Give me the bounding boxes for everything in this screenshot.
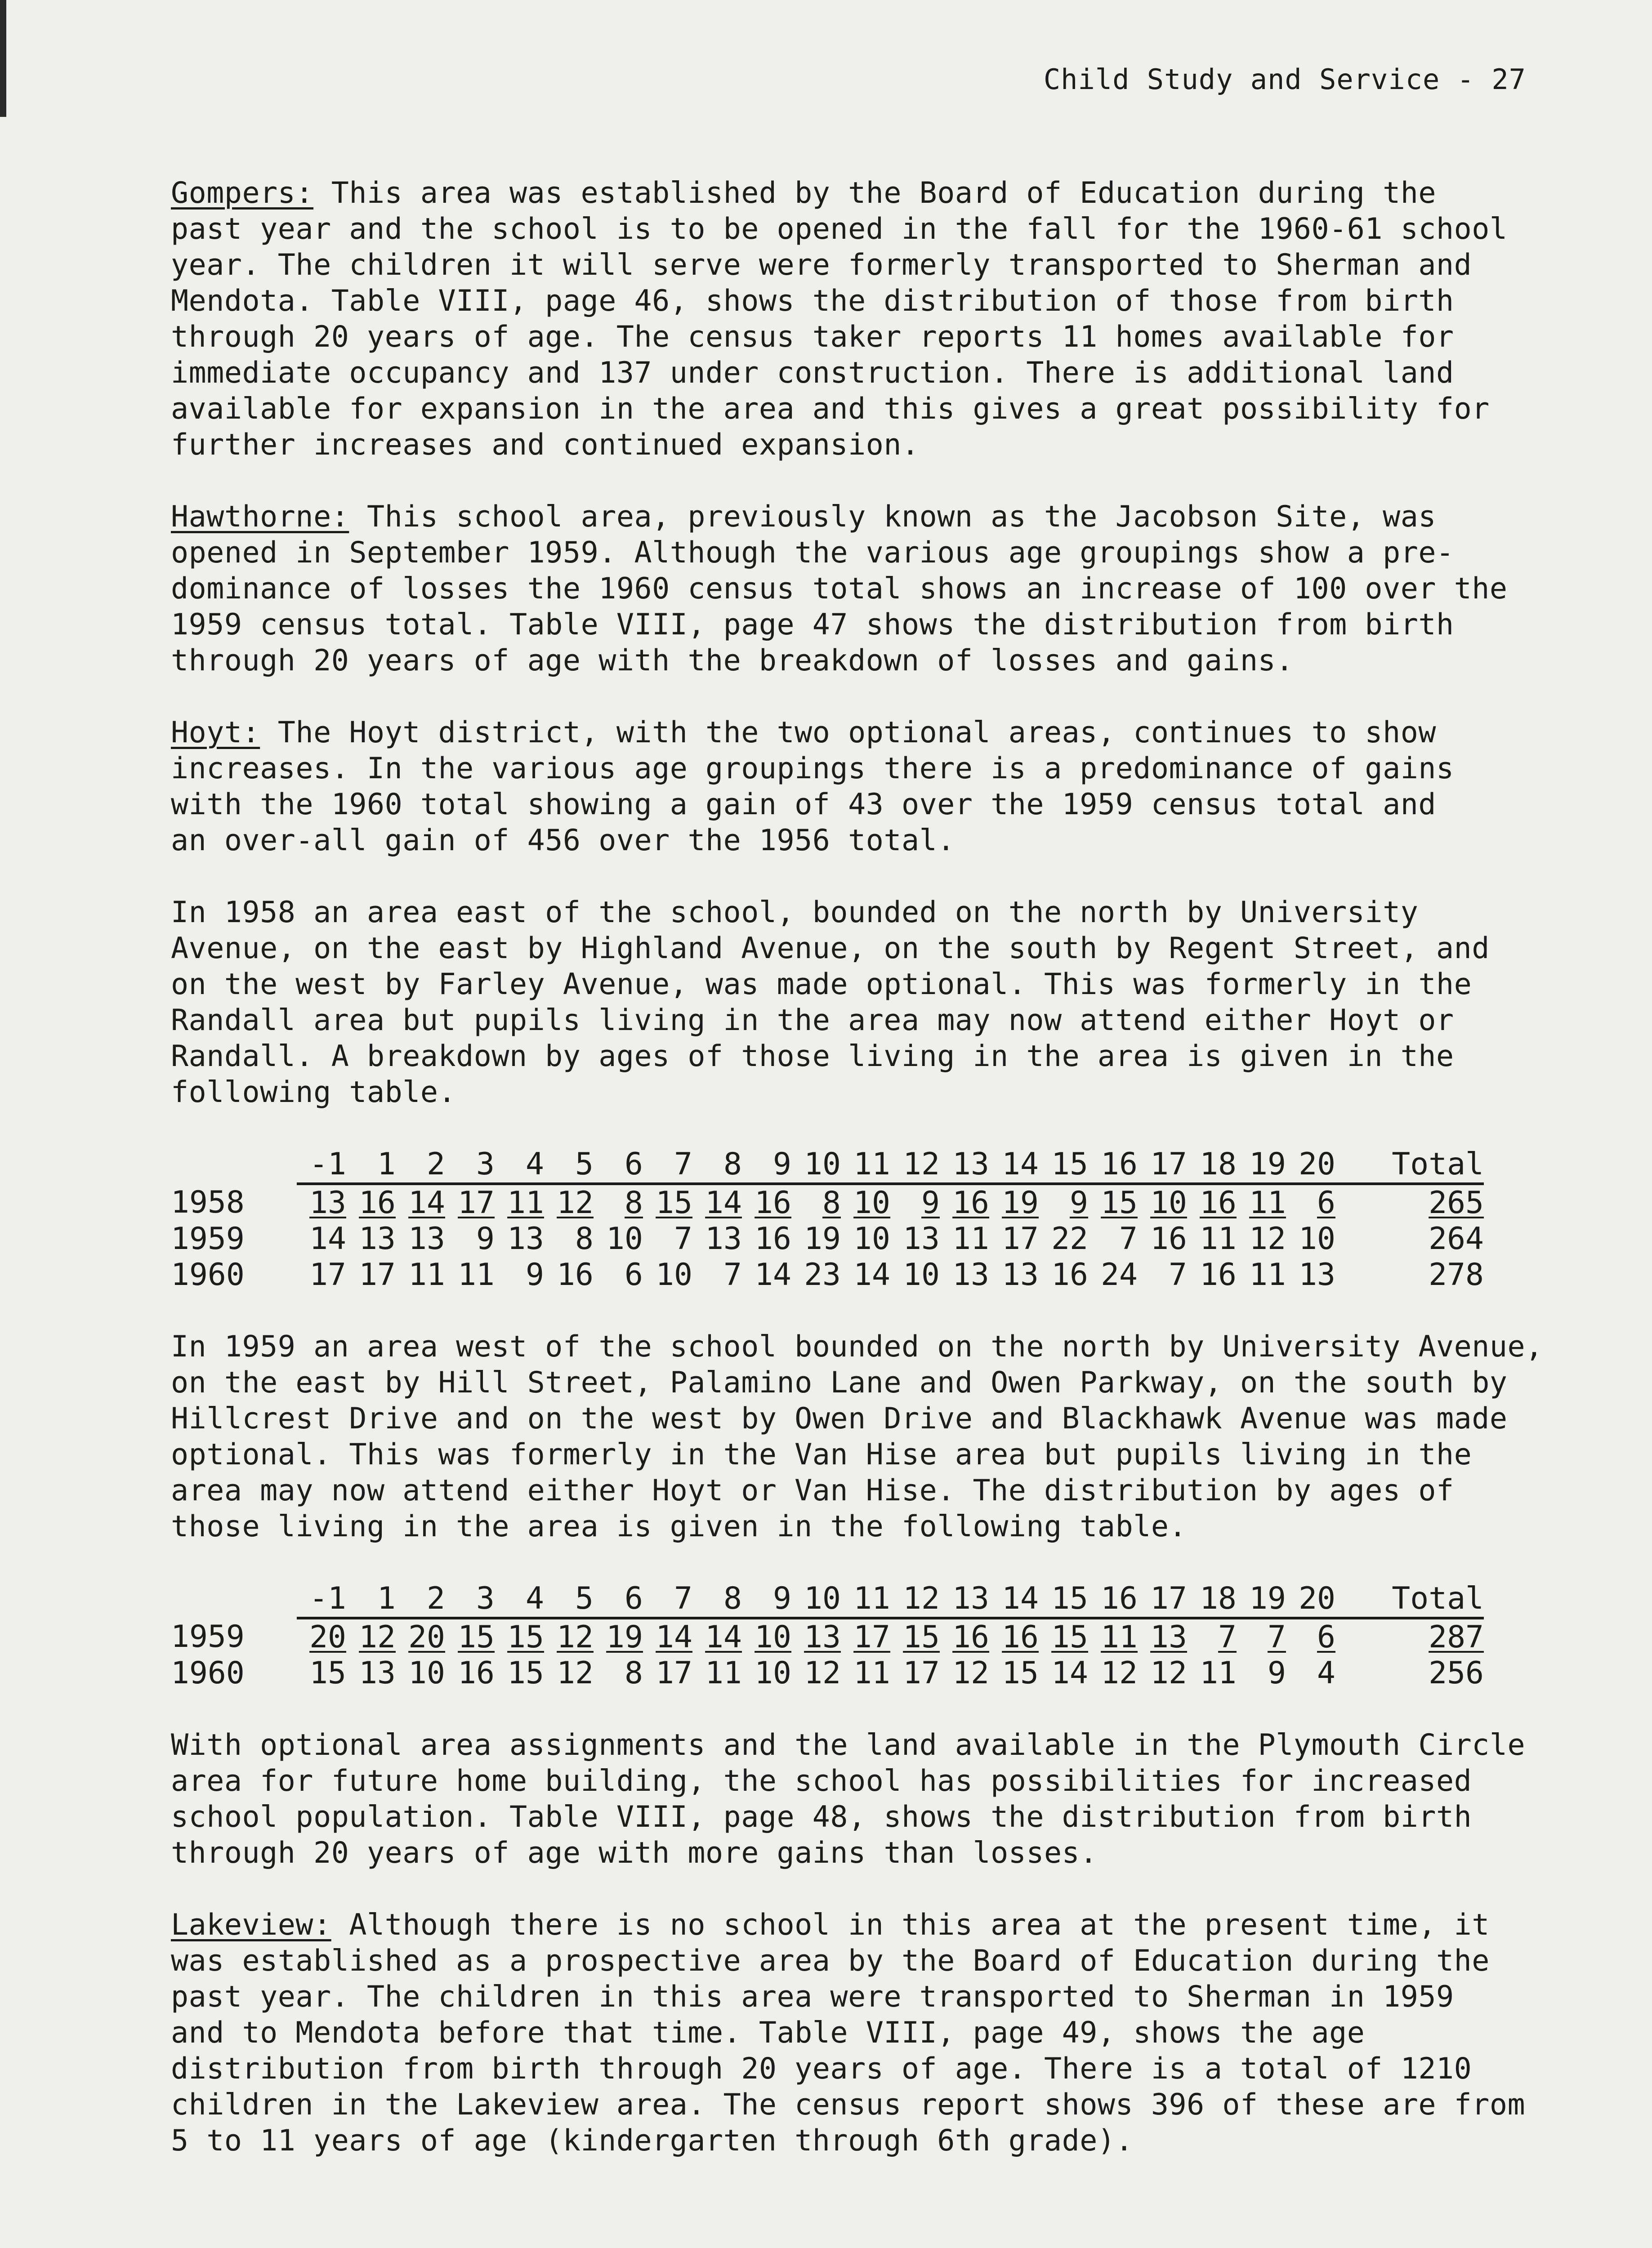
table-value-cell: 17 <box>853 1619 890 1655</box>
table-value-cell: 9 <box>526 1257 544 1293</box>
table-header-cell: 20 <box>1286 1146 1335 1184</box>
table-header-cell: 7 <box>643 1146 692 1184</box>
table-header-cell: 5 <box>544 1581 594 1618</box>
table-value-cell: 16 <box>1200 1257 1237 1293</box>
table-value-cell: 14 <box>656 1619 692 1655</box>
table-header-cell: 17 <box>1138 1581 1187 1618</box>
gompers-paragraph: Gompers: This area was established by the Board of Education during the past year and the school is to be opened in the fall for the 1960-61 school year. The children it will serve were formerly transported to Sherman and Mendota. Table VIII, page 46, shows the distribution of those from birth through 20 years of age. The census taker reports 11 homes available for immediate occupancy and 137 under construction. There is additional land available for expansion in the area and this gives a great possibility for further increases and continued expansion. <box>171 176 1508 462</box>
table-header-cell: 15 <box>1039 1581 1088 1618</box>
table-header-cell: 13 <box>940 1581 989 1618</box>
table-total-cell: 256 <box>1429 1655 1484 1691</box>
table-header-cell: 14 <box>989 1581 1039 1618</box>
table-value-cell: 10 <box>755 1655 791 1691</box>
table-value-cell: 14 <box>705 1619 742 1655</box>
table-value-cell: 15 <box>1051 1619 1088 1655</box>
table-value-cell: 7 <box>1268 1619 1286 1655</box>
table-value-cell: 8 <box>822 1185 841 1221</box>
table-value-cell: 19 <box>1002 1185 1039 1221</box>
table-header-cell: 7 <box>643 1581 692 1618</box>
table-value-cell: 10 <box>408 1655 445 1691</box>
table-header-cell: 1 <box>346 1581 396 1618</box>
table-header-cell: 1 <box>346 1146 396 1184</box>
table-value-cell: 9 <box>921 1185 940 1221</box>
table-value-cell: 17 <box>1002 1221 1039 1257</box>
table-header-cell: 12 <box>890 1146 940 1184</box>
table-value-cell: 11 <box>1101 1619 1138 1655</box>
table-header-cell: 12 <box>890 1581 940 1618</box>
table-value-cell: 17 <box>309 1257 346 1293</box>
table-value-cell: 15 <box>1002 1655 1039 1691</box>
table-value-cell: 11 <box>1249 1257 1286 1293</box>
table-value-cell: 15 <box>903 1619 940 1655</box>
table-value-cell: 11 <box>1249 1185 1286 1221</box>
table-value-cell: 17 <box>656 1655 692 1691</box>
table-value-cell: 10 <box>1299 1221 1335 1257</box>
table-value-cell: 13 <box>1299 1257 1335 1293</box>
table-header-cell: 19 <box>1237 1581 1286 1618</box>
table-value-cell: 8 <box>575 1221 594 1257</box>
table-value-cell: 12 <box>804 1655 841 1691</box>
table-value-cell: 13 <box>309 1185 346 1221</box>
table-value-cell: 12 <box>1150 1655 1187 1691</box>
table-header-cell: 5 <box>544 1146 594 1184</box>
table-value-cell: 19 <box>804 1221 841 1257</box>
table-value-cell: 23 <box>804 1257 841 1293</box>
table-total-cell: 265 <box>1429 1185 1484 1221</box>
table-value-cell: 16 <box>458 1655 495 1691</box>
table-corner-cell <box>171 1581 297 1618</box>
table-value-cell: 14 <box>755 1257 791 1293</box>
hawthorne-heading: Hawthorne: <box>171 500 349 534</box>
table-header-cell: 9 <box>742 1146 791 1184</box>
table-value-cell: 14 <box>705 1185 742 1221</box>
table-value-cell: 11 <box>952 1221 989 1257</box>
table-value-cell: 16 <box>1051 1257 1088 1293</box>
optional-area-paragraph: With optional area assignments and the land available in the Plymouth Circle area for future home building, the school has possibilities for increased school population. Table VIII, page 48, shows the distribution from birth through 20 years of age with more gains than losses. <box>171 1728 1526 1870</box>
table-value-cell: 16 <box>1002 1619 1039 1655</box>
table-total-cell: 287 <box>1429 1619 1484 1655</box>
table-header-row <box>171 1581 1484 1618</box>
table-value-cell: 10 <box>656 1257 692 1293</box>
table-value-cell: 13 <box>1150 1619 1187 1655</box>
lakeview-heading: Lakeview: <box>171 1908 331 1942</box>
hawthorne-paragraph: Hawthorne: This school area, previously known as the Jacobson Site, was opened in September 1959. Although the various age groupings show a pre- dominance of losses the 1960 census total shows an increase of 100 over the 1959 census total. Table VIII, page 47 shows the distribution from birth through 20 years of age with the breakdown of losses and gains. <box>171 500 1508 678</box>
gompers-heading: Gompers: <box>171 176 314 210</box>
table-value-cell: 19 <box>606 1619 643 1655</box>
table-value-cell: 9 <box>1268 1655 1286 1691</box>
table-value-cell: 13 <box>903 1221 940 1257</box>
table-header-cell: 13 <box>940 1146 989 1184</box>
table-year-cell: 1959 <box>171 1221 245 1257</box>
table-header-cell: 19 <box>1237 1146 1286 1184</box>
table-value-cell: 10 <box>853 1221 890 1257</box>
table-header-cell: 2 <box>396 1581 445 1618</box>
table-header-cell: Total <box>1335 1146 1484 1184</box>
table-header-cell: 10 <box>791 1146 841 1184</box>
table-year-cell: 1959 <box>171 1619 245 1655</box>
hoyt-paragraph: Hoyt: The Hoyt district, with the two optional areas, continues to show increases. In the various age groupings there is a predominance of gains with the 1960 total showing a gain of 43 over the 1959 census total and an over-all gain of 456 over the 1956 total. <box>171 716 1454 857</box>
table-header-cell: -1 <box>297 1581 346 1618</box>
table-header-cell: 14 <box>989 1146 1039 1184</box>
page-content <box>171 175 1565 2195</box>
table-row <box>171 1221 1484 1257</box>
table-year-cell: 1958 <box>171 1184 245 1220</box>
table-value-cell: 7 <box>1119 1221 1138 1257</box>
table-value-cell: 12 <box>952 1655 989 1691</box>
table-value-cell: 12 <box>1101 1655 1138 1691</box>
table-value-cell: 12 <box>557 1619 594 1655</box>
table-value-cell: 11 <box>507 1185 544 1221</box>
table-header-cell: 3 <box>445 1146 495 1184</box>
table-header-cell: 11 <box>841 1581 890 1618</box>
table-value-cell: 6 <box>625 1257 643 1293</box>
table-header-cell: 18 <box>1187 1581 1237 1618</box>
table-header-cell: 16 <box>1088 1146 1138 1184</box>
table-header-cell: 6 <box>594 1581 643 1618</box>
table-value-cell: 15 <box>656 1185 692 1221</box>
table-value-cell: 14 <box>408 1185 445 1221</box>
table-value-cell: 10 <box>853 1185 890 1221</box>
table-value-cell: 20 <box>309 1619 346 1655</box>
table-value-cell: 17 <box>359 1257 396 1293</box>
age-table-1958-area <box>171 1146 1484 1293</box>
area-1958-paragraph: In 1958 an area east of the school, bounded on the north by University Avenue, on the east by Highland Avenue, on the south by Regent Street, and on the west by Farley Avenue, was made optional. This was formerly in the Randall area but pupils living in the area may now attend either Hoyt or Randall. A breakdown by ages of those living in the area is given in the following table. <box>171 896 1490 1109</box>
area-1959-paragraph: In 1959 an area west of the school bounded on the north by University Avenue, on the east by Hill Street, Palamino Lane and Owen Parkway, on the south by Hillcrest Drive and on the west by Owen Drive and Blackhawk Avenue was made optional. This was formerly in the Van Hise area but pupils living in the area may now attend either Hoyt or Van Hise. The distribution by ages of those living in the area is given in the following table. <box>171 1330 1543 1543</box>
table-value-cell: 11 <box>408 1257 445 1293</box>
table-value-cell: 13 <box>507 1221 544 1257</box>
table-value-cell: 13 <box>1002 1257 1039 1293</box>
table-header-row <box>171 1146 1484 1184</box>
table-value-cell: 7 <box>1218 1619 1237 1655</box>
table-value-cell: 8 <box>625 1185 643 1221</box>
table-header-cell: 8 <box>692 1146 742 1184</box>
table-value-cell: 11 <box>1200 1655 1237 1691</box>
table-value-cell: 12 <box>557 1185 594 1221</box>
table-value-cell: 9 <box>476 1221 495 1257</box>
table-value-cell: 16 <box>755 1185 791 1221</box>
age-table-1958-body <box>171 1146 1484 1293</box>
table-value-cell: 16 <box>755 1221 791 1257</box>
scan-edge-mark <box>0 0 6 117</box>
table-value-cell: 13 <box>359 1655 396 1691</box>
table-value-cell: 13 <box>359 1221 396 1257</box>
table-header-cell: 6 <box>594 1146 643 1184</box>
table-value-cell: 15 <box>1101 1185 1138 1221</box>
table-value-cell: 10 <box>606 1221 643 1257</box>
table-value-cell: 11 <box>1200 1221 1237 1257</box>
table-header-cell: 15 <box>1039 1146 1088 1184</box>
table-corner-cell <box>171 1146 297 1184</box>
table-header-cell: 4 <box>495 1581 544 1618</box>
table-value-cell: 7 <box>674 1221 692 1257</box>
table-value-cell: 13 <box>952 1257 989 1293</box>
table-value-cell: 20 <box>408 1619 445 1655</box>
table-value-cell: 11 <box>705 1655 742 1691</box>
table-value-cell: 9 <box>1070 1185 1088 1221</box>
table-value-cell: 13 <box>804 1619 841 1655</box>
table-header-cell: 8 <box>692 1581 742 1618</box>
table-value-cell: 22 <box>1051 1221 1088 1257</box>
table-header-cell: 18 <box>1187 1146 1237 1184</box>
age-table-1959-area <box>171 1581 1484 1691</box>
table-value-cell: 11 <box>458 1257 495 1293</box>
age-table-1959-body <box>171 1581 1484 1691</box>
table-header-cell: Total <box>1335 1581 1484 1618</box>
table-header-cell: 20 <box>1286 1581 1335 1618</box>
table-year-cell: 1960 <box>171 1655 245 1691</box>
table-value-cell: 15 <box>507 1619 544 1655</box>
table-header-cell: 16 <box>1088 1581 1138 1618</box>
table-value-cell: 16 <box>359 1185 396 1221</box>
table-value-cell: 12 <box>359 1619 396 1655</box>
table-header-cell: 4 <box>495 1146 544 1184</box>
table-value-cell: 7 <box>723 1257 742 1293</box>
table-header-cell: 17 <box>1138 1146 1187 1184</box>
table-row <box>171 1618 1484 1655</box>
table-value-cell: 16 <box>1150 1221 1187 1257</box>
table-total-cell: 264 <box>1429 1221 1484 1257</box>
table-value-cell: 14 <box>853 1257 890 1293</box>
table-header-cell: 3 <box>445 1581 495 1618</box>
table-value-cell: 10 <box>755 1619 791 1655</box>
table-value-cell: 13 <box>408 1221 445 1257</box>
table-value-cell: 12 <box>1249 1221 1286 1257</box>
table-header-cell: 10 <box>791 1581 841 1618</box>
table-value-cell: 12 <box>557 1655 594 1691</box>
lakeview-paragraph: Lakeview: Although there is no school in this area at the present time, it was established as a prospective area by the Board of Education during the past year. The children in this area were transported to Sherman in 1959 and to Mendota before that time. Table VIII, page 49, shows the age distribution from birth through 20 years of age. There is a total of 1210 children in the Lakeview area. The census report shows 396 of these are from 5 to 11 years of age (kindergarten through 6th grade). <box>171 1908 1526 2158</box>
table-value-cell: 13 <box>705 1221 742 1257</box>
table-value-cell: 14 <box>309 1221 346 1257</box>
table-header-cell: 9 <box>742 1581 791 1618</box>
table-row <box>171 1655 1484 1691</box>
table-value-cell: 15 <box>458 1619 495 1655</box>
table-value-cell: 10 <box>1150 1185 1187 1221</box>
table-value-cell: 16 <box>1200 1185 1237 1221</box>
table-value-cell: 17 <box>458 1185 495 1221</box>
table-value-cell: 16 <box>952 1619 989 1655</box>
table-year-cell: 1960 <box>171 1257 245 1293</box>
table-header-cell: 2 <box>396 1146 445 1184</box>
table-value-cell: 4 <box>1317 1655 1335 1691</box>
table-header-cell: -1 <box>297 1146 346 1184</box>
table-value-cell: 6 <box>1317 1185 1335 1221</box>
table-value-cell: 15 <box>309 1655 346 1691</box>
table-header-cell: 11 <box>841 1146 890 1184</box>
table-value-cell: 10 <box>903 1257 940 1293</box>
table-value-cell: 15 <box>507 1655 544 1691</box>
page-header: Child Study and Service - 27 <box>1043 63 1526 96</box>
table-total-cell: 278 <box>1429 1257 1484 1293</box>
table-value-cell: 17 <box>903 1655 940 1691</box>
table-value-cell: 14 <box>1051 1655 1088 1691</box>
table-value-cell: 11 <box>853 1655 890 1691</box>
table-value-cell: 8 <box>625 1655 643 1691</box>
table-value-cell: 6 <box>1317 1619 1335 1655</box>
hoyt-heading: Hoyt: <box>171 716 260 749</box>
table-value-cell: 16 <box>952 1185 989 1221</box>
table-value-cell: 24 <box>1101 1257 1138 1293</box>
table-value-cell: 16 <box>557 1257 594 1293</box>
table-row <box>171 1184 1484 1221</box>
table-value-cell: 7 <box>1169 1257 1187 1293</box>
table-row <box>171 1257 1484 1293</box>
